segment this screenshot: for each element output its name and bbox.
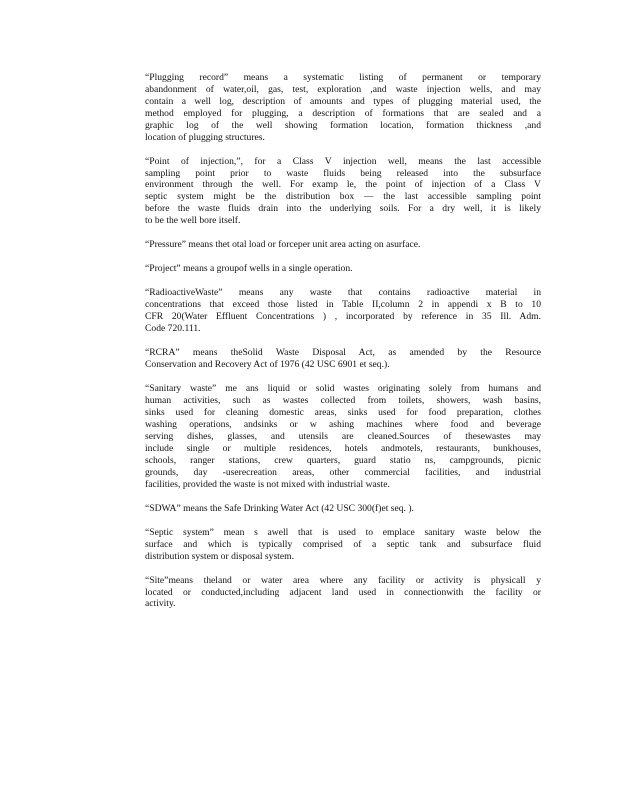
definition-paragraph-sdwa <box>145 503 541 515</box>
text-line: septic system might be the distribution box — the last accessible sampling point <box>145 191 541 203</box>
text-line: schools, ranger stations, crew quarters, guard statio ns, campgrounds, picnic <box>145 454 541 466</box>
text-line: distribution system or disposal system. <box>145 550 294 562</box>
text-line: “Septic system” mean s awell that is used to emplace sanitary waste below the <box>145 526 541 538</box>
definition-paragraph-sanitary-waste <box>145 383 541 490</box>
text-line: “RCRA” means theSolid Waste Disposal Act, as amended by the Resource <box>145 347 541 359</box>
text-line: Conservation and Recovery Act of 1976 (42 USC 6901 et seq.). <box>145 359 390 371</box>
text-line: graphic log of the well showing formation location, formation thickness ,and <box>145 119 541 131</box>
text-line: abandonment of water,oil, gas, test, exploration ,and waste injection wells, and may <box>145 83 541 95</box>
text-line: “Sanitary waste” me ans liquid or solid wastes originating solely from humans and <box>145 383 541 395</box>
definition-paragraph-site <box>145 575 541 611</box>
text-line: sampling point prior to waste fluids being released into the subsurface <box>145 167 541 179</box>
text-line: sinks used for cleaning domestic areas, sinks used for food preparation, clothes <box>145 407 541 419</box>
text-line: surface and which is typically comprised of a septic tank and subsurface fluid <box>145 538 541 550</box>
text-line: method employed for plugging, a description of formations that are sealed and a <box>145 107 541 119</box>
text-line: activity. <box>145 598 176 610</box>
text-line: “Site”means theland or water area where any facility or activity is physicall y <box>145 574 541 586</box>
text-line: washing operations, andsinks or w ashing machines where food and beverage <box>145 418 541 430</box>
text-line: environment through the well. For examp le, the point of injection of a Class V <box>145 179 541 191</box>
text-line: located or conducted,including adjacent land used in connectionwith the facility or <box>145 586 541 598</box>
definition-paragraph-point-of-injection <box>145 156 541 227</box>
text-line: human activities, such as wastes collected from toilets, showers, wash basins, <box>145 395 541 407</box>
text-line: include single or multiple residences, hotels andmotels, restaurants, bunkhouses, <box>145 442 541 454</box>
text-line: “Plugging record” means a systematic listing of permanent or temporary <box>145 72 541 83</box>
text-line: Code 720.111. <box>145 323 201 335</box>
text-line: “RadioactiveWaste” means any waste that contains radioactive material in <box>145 287 541 299</box>
text-line: grounds, day -userecreation areas, other commercial facilities, and industrial <box>145 466 541 478</box>
text-line: “Project” means a groupof wells in a single operation. <box>145 263 353 275</box>
definition-paragraph-pressure <box>145 239 541 251</box>
text-line: “Pressure” means thet otal load or forceper unit area acting on asurface. <box>145 239 421 251</box>
text-line: CFR 20(Water Effluent Concentrations ) , incorporated by reference in 35 Ill. Adm. <box>145 311 541 323</box>
definition-paragraph-rcra <box>145 347 541 371</box>
text-line: location of plugging structures. <box>145 131 265 143</box>
text-line: contain a well log, description of amounts and types of plugging material used, the <box>145 95 541 107</box>
definition-paragraph-radioactive-waste <box>145 287 541 335</box>
text-line: to be the well bore itself. <box>145 215 241 227</box>
text-line: serving dishes, glasses, and utensils are cleaned.Sources of thesewastes may <box>145 430 541 442</box>
definition-paragraph-septic-system <box>145 527 541 563</box>
text-line: facilities, provided the waste is not mixed with industrial waste. <box>145 478 390 490</box>
text-line: before the waste fluids drain into the underlying soils. For a dry well, it is likely <box>145 203 541 215</box>
definition-paragraph-project <box>145 263 541 275</box>
text-line: “SDWA” means the Safe Drinking Water Act (42 USC 300(f)et seq. ). <box>145 502 414 514</box>
document-body <box>145 72 541 623</box>
text-line: concentrations that exceed those listed in Table II,column 2 in appendi x B to 10 <box>145 299 541 311</box>
text-line: “Point of injection,”, for a Class V injection well, means the last accessible <box>145 155 541 167</box>
definition-paragraph-plugging-record <box>145 72 541 143</box>
